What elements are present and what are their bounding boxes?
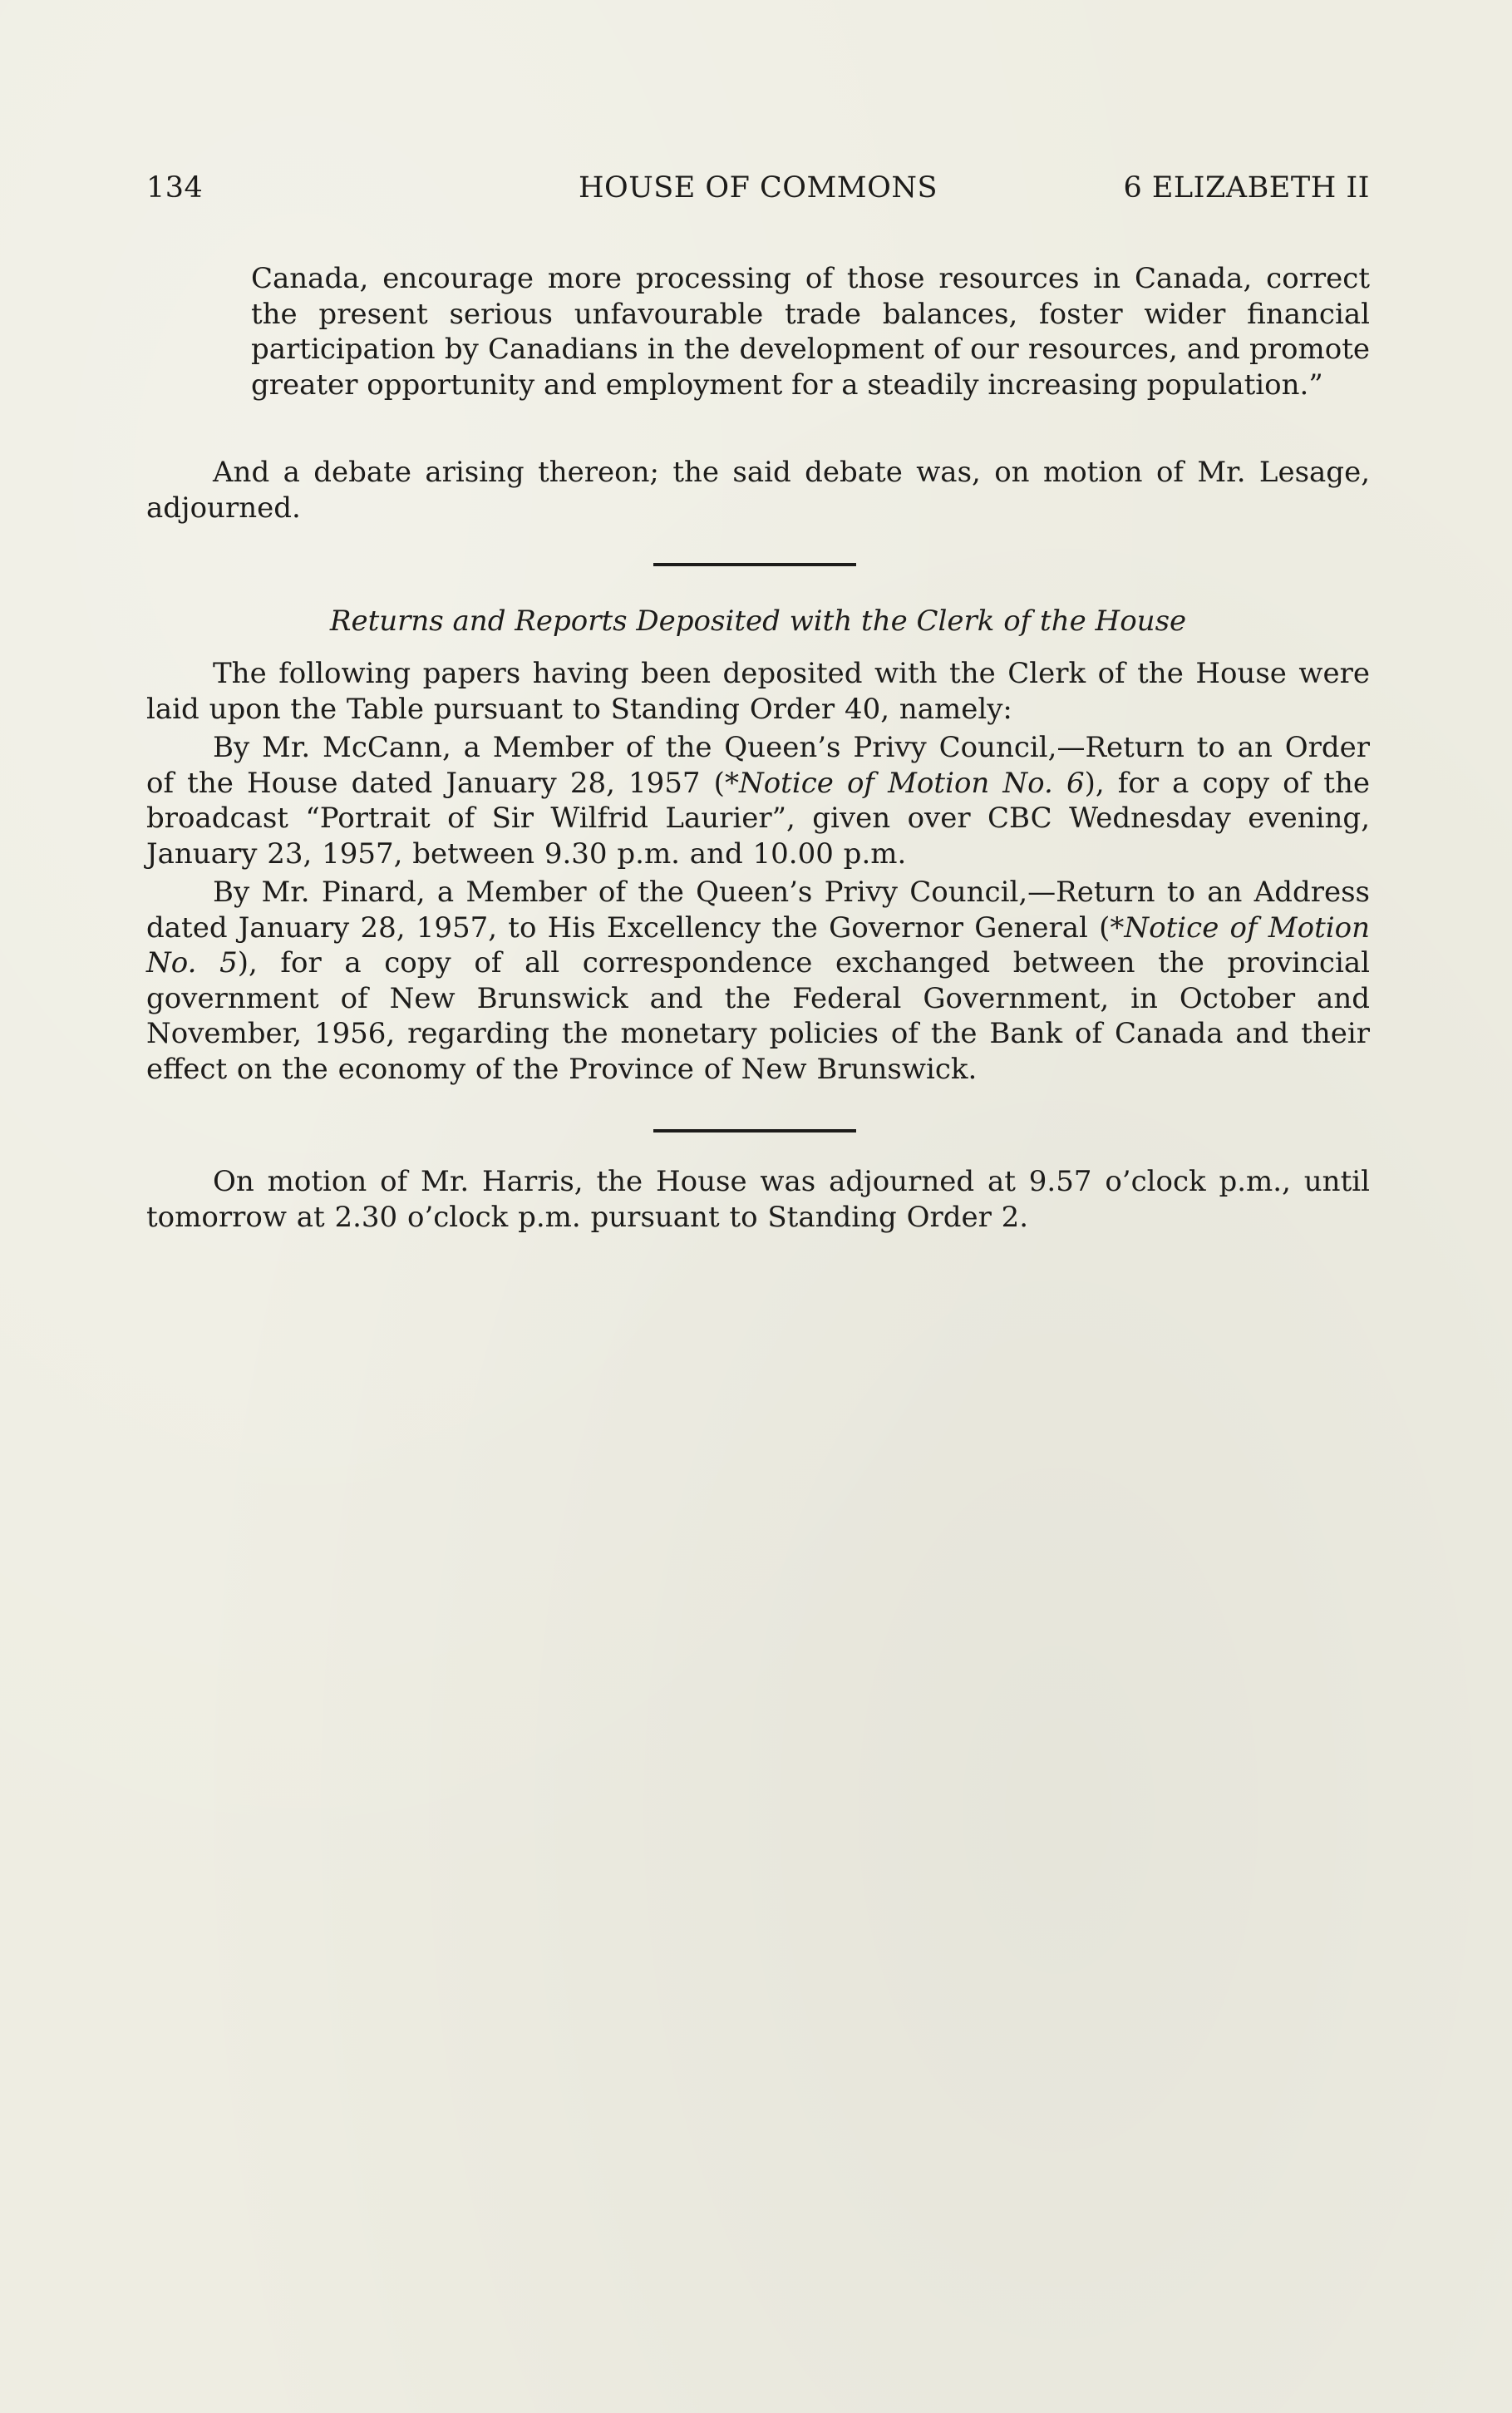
adjournment-block [146,1164,1370,1235]
return-pinard-text-before: By Mr. Pinard, a Member of the Queen’s Privy Council,—Return to an Address dated January 28, 1957, to His Excellency the Governor General ( [146,876,1370,945]
return-mccann-text-before: By Mr. McCann, a Member of the Queen’s Privy Council,—Return to an Order of the House dated January 28, 1957 ( [146,731,1370,800]
quoted-amendment-continuation [251,261,1370,402]
return-pinard-paragraph [146,875,1370,1087]
return-mccann-notice: *Notice of Motion No. 6 [724,766,1085,800]
papers-intro-paragraph: The following papers having been deposited with the Clerk of the House were laid upon the Table pursuant to Standing Order 40, namely: [146,657,1370,726]
return-pinard-text-after: ), for a copy of all correspondence exchanged between the provincial government of New Brunswick and the Federal Government, in October and November, 1956, regarding the monetary policies of the Bank of Canada and their effect on the economy of the Province of New Brunswick. [146,946,1370,1086]
debate-paragraph: And a debate arising thereon; the said debate was, on motion of Mr. Lesage, adjourned. [146,456,1370,525]
return-mccann-paragraph [146,730,1370,871]
closing-divider-rule [653,1129,856,1132]
section-divider-rule [653,563,856,566]
return-mccann-text-after: ), for a copy of the broadcast “Portrait of Sir Wilfrid Laurier”, given over CBC Wednesday evening, January 23, 1957, between 9.30 p.m. and 10.00 p.m. [146,766,1370,871]
session-label: 6 ELIZABETH II [1123,171,1370,205]
section-heading: Returns and Reports Deposited with the Clerk of the House [329,604,1187,638]
journal-title: HOUSE OF COMMONS [579,171,938,205]
returns-block [146,656,1370,1087]
quote-text: Canada, encourage more processing of those resources in Canada, correct the present serious unfavourable trade balances, foster wider financial participation by Canadians in the development of our resources, and promote greater opportunity and employment for a steadily increasing population.” [251,262,1370,402]
return-pinard-notice: *Notice of Motion No. 5 [146,910,1370,980]
running-head [146,171,1370,208]
debate-block [146,455,1370,526]
page-number: 134 [146,171,204,205]
adjournment-paragraph: On motion of Mr. Harris, the House was adjourned at 9.57 o’clock p.m., until tomorrow at 2.30 o’clock p.m. pursuant to Standing Order 2. [146,1165,1370,1234]
